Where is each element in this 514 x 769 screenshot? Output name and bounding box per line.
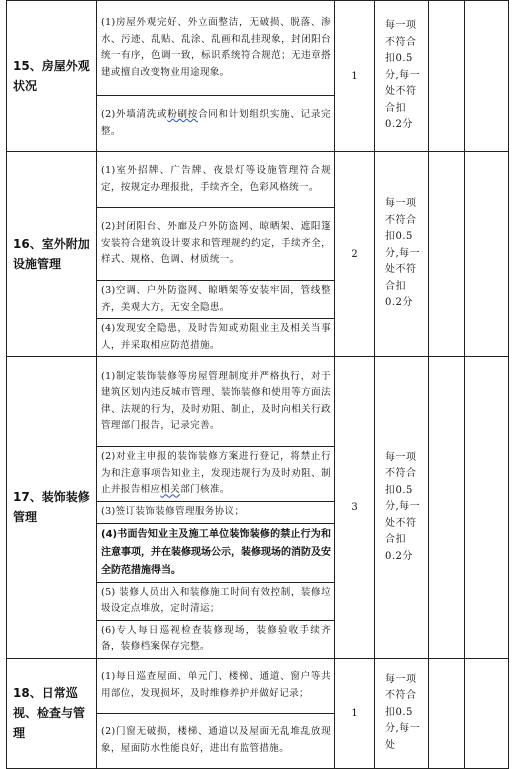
score-cell: 2	[335, 152, 375, 357]
standard-item: (2)外墙清洗或粉刷按合同和计划组织实施、记录完整。	[97, 96, 335, 152]
table-row	[7, 658, 509, 713]
standard-item: (2)对业主申报的装饰装修方案进行登记，将禁止行为和注意事项告知业主，发现违规行为及时劝阻、制止并报告相应相关部门核准。	[97, 447, 335, 502]
empty-cell	[465, 152, 509, 357]
score-cell: 1	[335, 658, 375, 768]
standard-item: (5) 装修人员出入和装修施工时间有效控制，装修垃圾设定点堆放，定时清运；	[97, 582, 335, 620]
score-cell: 3	[335, 357, 375, 659]
standards-table	[6, 0, 509, 769]
standard-item: (2)封闭阳台、外廊及户外防盗网、晾晒架、遮阳篷安装符合建筑设计要求和管理规约约定，手续齐全，样式、规格、色调、材质统一。	[97, 208, 335, 281]
empty-cell	[465, 357, 509, 659]
empty-cell	[465, 658, 509, 768]
empty-cell	[429, 357, 465, 659]
standard-item: (6)专人每日巡视检查装修现场，装修验收手续齐备，装修档案保存完整。	[97, 620, 335, 658]
category-cell: 17、装饰装修管理	[7, 357, 97, 659]
standard-item: (1)房屋外观完好、外立面整洁，无破损、脱落、渗水、污迹、乱贴、乱涂、乱画和乱挂现象，封闭阳台统一有序，色调一致，标识系统符合规范；无违章搭建或擅自改变物业用途现象。	[97, 1, 335, 96]
standard-item: (3)空调、户外防盗网、晾晒架等安装牢固，管线整齐，美观大方，无安全隐患。	[97, 281, 335, 319]
deduction-rule: 每一项不符合扣0.5分,每一处	[375, 658, 429, 768]
category-cell: 15、房屋外观状况	[7, 1, 97, 152]
category-cell: 16、室外附加设施管理	[7, 152, 97, 357]
deduction-rule: 每一项不符合扣0.5分,每一处不符合扣0.2分	[375, 1, 429, 152]
empty-cell	[429, 1, 465, 152]
table-row	[7, 1, 509, 96]
category-cell: 18、日常巡视、检查与管理	[7, 658, 97, 768]
empty-cell	[429, 658, 465, 768]
standard-item: (3)签订装饰装修管理服务协议；	[97, 502, 335, 524]
standard-item: (1)室外招牌、广告牌、夜景灯等设施管理符合规定，按规定办理报批，手续齐全，色彩风格统一。	[97, 152, 335, 208]
standard-item: (4)发现安全隐患，及时告知或劝阻业主及相关当事人，并采取相应防范措施。	[97, 319, 335, 357]
standard-item: (1)每日巡查屋面、单元门、楼梯、通道、窗户等共用部位，发现损坏，及时维修养护并做好记录；	[97, 658, 335, 713]
standard-item: (1)制定装饰装修等房屋管理制度并严格执行，对于建筑区划内违反城市管理、装饰装修和使用等方面法律、法规的行为，及时劝阻、制止，及时向相关行政管理部门报告，记录完善。	[97, 357, 335, 447]
deduction-rule: 每一项不符合扣0.5分,每一处不符合扣0.2分	[375, 152, 429, 357]
standard-item: (2)门窗无破损，楼梯、通道以及屋面无乱堆乱放现象，屋面防水性能良好，进出有监管措施。	[97, 713, 335, 768]
standard-item-emphasized: (4)书面告知业主及施工单位装饰装修的禁止行为和注意事项，并在装修现场公示，装修现场的消防及安全防范措施得当。	[97, 523, 335, 582]
marked-text: 相关	[160, 484, 181, 496]
empty-cell	[429, 152, 465, 357]
score-cell: 1	[335, 1, 375, 152]
table-row	[7, 152, 509, 208]
table-row	[7, 357, 509, 447]
empty-cell	[465, 1, 509, 152]
marked-text: 粉刷按	[167, 109, 199, 120]
deduction-rule: 每一项不符合扣0.5分,每一处不符合扣0.2分	[375, 357, 429, 659]
